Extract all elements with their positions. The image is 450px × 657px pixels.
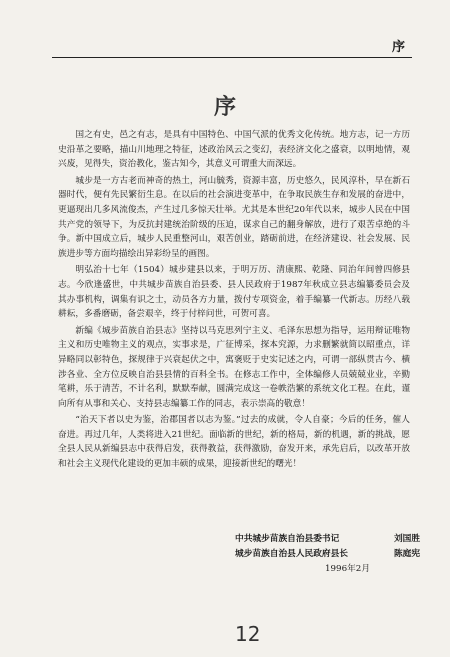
signature-line: [235, 547, 420, 562]
signatory-title: 中共城步苗族自治县委书记: [235, 534, 340, 544]
running-header: 序: [392, 40, 407, 55]
paragraph: 明弘治十七年（1504）城步建县以来，于明万历、清康熙、乾隆、同治年间曾四修县志。今欣逢盛世，中共城步苗族自治县委、县人民政府于1987年秋成立县志编纂委员会及其办事机构，调集有识之士，动员各方力量，拨付专项资金，着手编纂一代新志。历经八载耕耘，多番磨砺，备尝艰辛，终于付梓问世，可贺可喜。: [58, 265, 410, 320]
paragraph: 城步是一方古老而神奇的热土，河山毓秀，资源丰富，历史悠久，民风淳朴，早在新石器时代，便有先民繁衍生息。在以后的社会演进变革中，在争取民族生存和发展的奋进中，更逼现出几多风流俊杰，产生过几多惊天壮举。尤其是本世纪20年代以来，城步人民在中国共产党的领导下，为反抗封建统治阶级的压迫，谋求自己的翻身解放，进行了艰苦卓绝的斗争。新中国成立后，城步人民重整河山，艰苦创业，踏砺前进，在经济建设、社会发展、民族进步等方面均描绘出异彩纷呈的画图。: [58, 175, 410, 259]
signature-line: [235, 532, 420, 547]
paragraph: “治天下者以史为鉴，治郡国者以志为鉴。”过去的成就，令人自豪；今后的任务，催人奋进。再过几年，人类将进入21世纪。面临新的世纪，新的格局，新的机遇，新的挑战，愿全县人民从新编县志中获得启发，获得教益，获得激励，奋发开来，承先启后，以改革开放和社会主义现代化建设的更加丰硕的成果，迎接新世纪的曙光！: [58, 415, 410, 470]
page-number: 12: [235, 622, 261, 646]
signature-block: [235, 532, 420, 577]
signature-date: 1996年2月: [325, 564, 371, 574]
paragraph: 国之有史，邑之有志，是具有中国特色、中国气派的优秀文化传统。地方志，记一方历史沿革之要略，描山川地理之特征，述政治风云之变幻，表经济文化之盛衰，以明地情，观兴废，见得失，资治教化，鉴古知今，其意义可谓重大而深远。: [58, 130, 410, 170]
paragraph: 新编《城步苗族自治县志》坚持以马克思列宁主义、毛泽东思想为指导，运用辩证唯物主义和历史唯物主义的观点，实事求是，广征博采，探本究源，力求删繁就简以昭重点，详异略同以彰特色，探规律于兴衰起伏之中，寓褒贬于史实记述之内，可谓一部纵贯古今、横涉各业、全方位反映自治县县情的百科全书。在修志工作中，全体编修人员兢兢业业，辛勤笔耕，乐于清苦，不计名利，默默奉献，圆满完成这一卷帙浩繁的系统文化工程。在此，谨向所有从事和关心、支持县志编纂工作的同志，表示崇高的敬意！: [58, 325, 410, 409]
signatory-name: 刘国胜: [393, 534, 420, 544]
signatory-title: 城步苗族自治县人民政府县长: [235, 549, 348, 559]
preface-body: [58, 128, 410, 474]
header-rule: [52, 57, 412, 58]
page-title: 序: [213, 95, 236, 120]
signatory-name: 陈庭宪: [393, 549, 420, 559]
